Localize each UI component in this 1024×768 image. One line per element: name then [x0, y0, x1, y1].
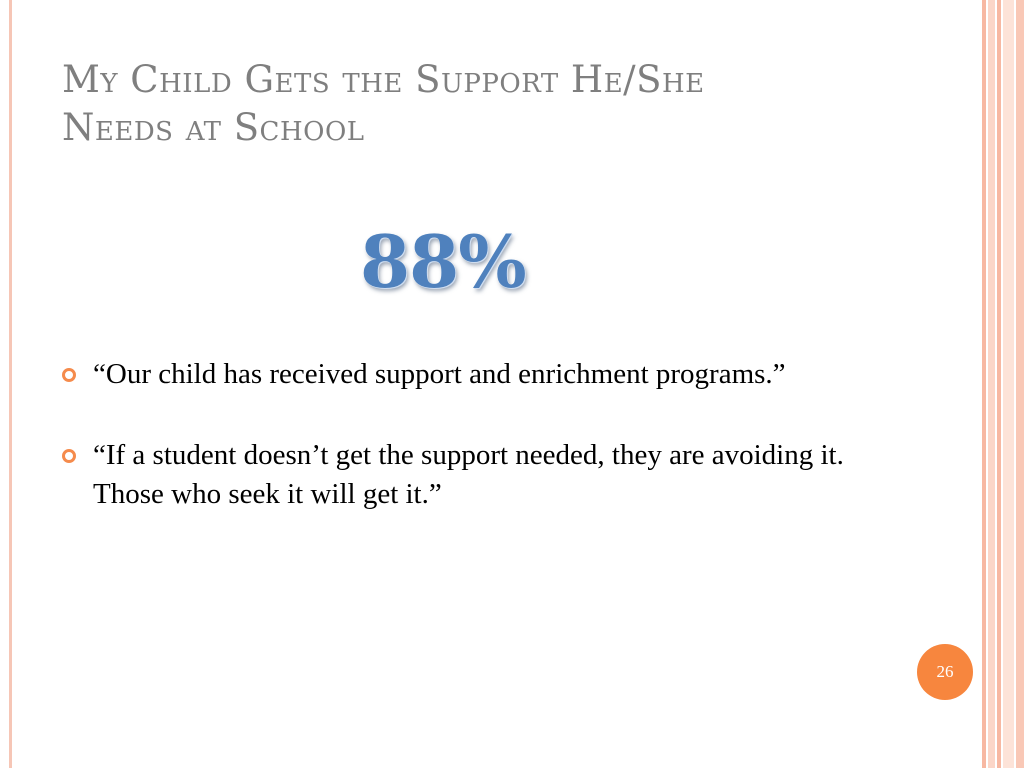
slide-title-line-2: Needs at School [62, 106, 365, 149]
right-decorative-stripe [988, 0, 995, 768]
page-number-badge: 26 [917, 644, 973, 700]
right-decorative-stripe [1016, 0, 1024, 768]
right-decorative-stripe [997, 0, 1001, 768]
quote-bullet [62, 355, 882, 394]
slide-title-line-1: My Child Gets the Support He/She [62, 58, 705, 101]
left-decorative-rule [9, 0, 12, 768]
slide-title [62, 56, 962, 152]
bullet-circle-icon [62, 368, 76, 382]
highlight-statistic: 88% [360, 219, 526, 304]
right-decorative-stripe [982, 0, 986, 768]
right-decorative-stripe [1003, 0, 1014, 768]
quote-text: “Our child has received support and enrichment programs.” [93, 358, 786, 390]
quote-text: “If a student doesn’t get the support needed, they are avoiding it. Those who seek it will get it.” [93, 439, 844, 510]
quote-bullet [62, 436, 882, 514]
quote-list [62, 355, 882, 556]
bullet-circle-icon [62, 449, 76, 463]
